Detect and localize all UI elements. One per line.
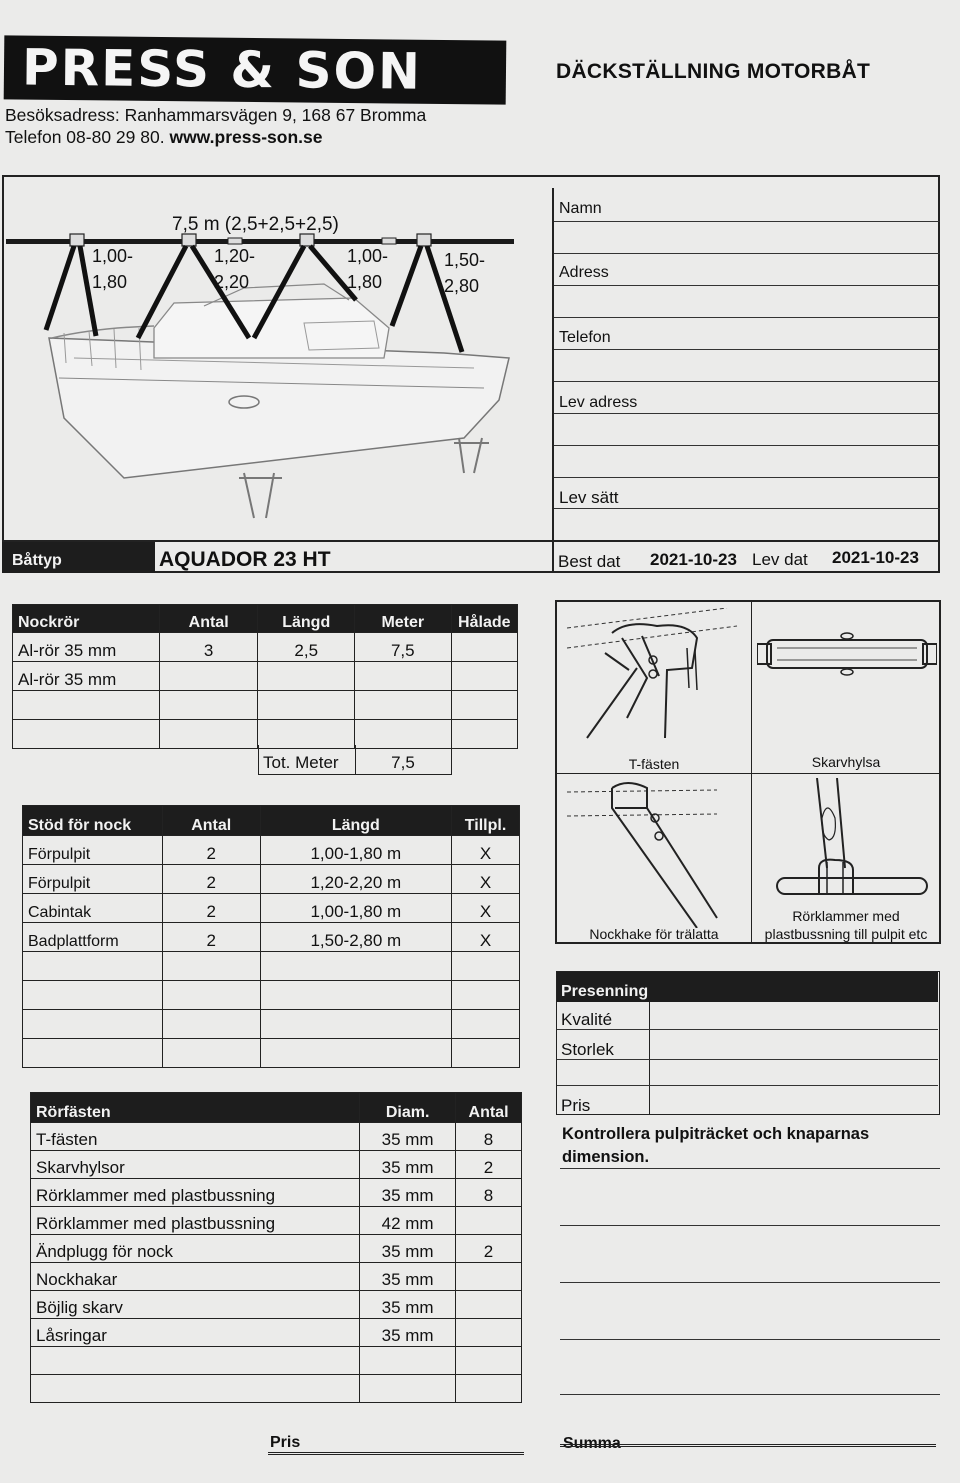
presenning-box [556, 971, 940, 1115]
table-row [23, 981, 520, 1010]
table-cell: 42 mm [360, 1207, 456, 1235]
table-cell: Förpulpit [23, 865, 163, 894]
field-adress: Adress [559, 264, 609, 281]
table-row [31, 1235, 522, 1263]
table-cell: X [452, 923, 520, 952]
lev-dat-value: 2021-10-23 [832, 548, 919, 567]
table-cell: 35 mm [360, 1123, 456, 1151]
check-note-line-2: dimension. [562, 1148, 650, 1166]
table-row [31, 1179, 522, 1207]
halade-header: Hålade [451, 605, 517, 633]
bow-length-label: 7,5 m (2,5+2,5+2,5) [172, 214, 339, 235]
presenning-pris: Pris [561, 1096, 591, 1115]
summa-label: Summa [563, 1435, 621, 1452]
table-cell: Rörklammer med plastbussning [31, 1207, 360, 1235]
support-label-3a: 1,00- [347, 246, 389, 266]
field-telefon: Telefon [559, 329, 611, 346]
lev-dat-label: Lev dat [752, 550, 808, 569]
table-cell [451, 633, 517, 662]
table-cell: Skarvhylsor [31, 1151, 360, 1179]
rorklammer-caption-1: Rörklammer med [792, 908, 900, 924]
note-line[interactable] [560, 1168, 940, 1169]
nockhake-caption: Nockhake för trälatta [589, 926, 719, 942]
table-cell [451, 662, 517, 691]
support-label-2b: 2,20 [214, 272, 250, 292]
support-label-4b: 2,80 [444, 276, 480, 296]
table-row [13, 633, 518, 662]
pris-label: Pris [270, 1434, 301, 1451]
table-cell: Al-rör 35 mm [13, 633, 160, 662]
table-cell: Låsringar [31, 1319, 360, 1347]
skarvhylsa-caption: Skarvhylsa [811, 754, 881, 770]
check-note [562, 1123, 869, 1169]
table-cell: Förpulpit [23, 836, 163, 865]
note-line[interactable] [560, 1225, 940, 1226]
meter-header: Meter [355, 605, 452, 633]
table-cell: 35 mm [360, 1263, 456, 1291]
boat-type-value: AQUADOR 23 HT [159, 548, 331, 571]
summa-line[interactable] [560, 1444, 936, 1447]
table-cell: 35 mm [360, 1291, 456, 1319]
table-cell: Rörklammer med plastbussning [31, 1179, 360, 1207]
parts-illustrations [555, 600, 941, 944]
table-cell: 1,50-2,80 m [260, 923, 451, 952]
table-cell: 2 [162, 836, 260, 865]
table-row [31, 1291, 522, 1319]
table-cell [355, 662, 452, 691]
support-label-3b: 1,80 [347, 272, 383, 292]
t-fasten-icon [567, 608, 747, 748]
table-cell: 8 [456, 1123, 522, 1151]
table-cell: X [452, 894, 520, 923]
lev-satt-input-line[interactable] [554, 508, 940, 509]
table-cell [456, 1263, 522, 1291]
lev-adress-input-line[interactable] [554, 445, 940, 446]
table-row [13, 662, 518, 691]
table-cell [456, 1207, 522, 1235]
support-label-1b: 1,80 [92, 272, 128, 292]
table-row [31, 1123, 522, 1151]
rorfasten-table [30, 1092, 522, 1403]
namn-input-line[interactable] [554, 253, 940, 254]
table-cell: 35 mm [360, 1179, 456, 1207]
rorfasten-header: Rörfästen [31, 1093, 360, 1123]
total-meter-label: Tot. Meter [263, 753, 339, 772]
note-line[interactable] [560, 1282, 940, 1283]
table-row [23, 1039, 520, 1068]
phone-number: Telefon 08-80 29 80. [5, 127, 165, 147]
antal-header: Antal [159, 605, 258, 633]
table-cell: 3 [159, 633, 258, 662]
table-row [31, 1319, 522, 1347]
pris-line[interactable] [268, 1452, 524, 1455]
table-cell: X [452, 865, 520, 894]
table-cell [159, 662, 258, 691]
document-title: DÄCKSTÄLLNING MOTORBÅT [556, 60, 871, 83]
rorklammer-icon [757, 778, 937, 908]
stod-table [22, 805, 520, 1068]
table-row [31, 1375, 522, 1403]
rorklammer-caption-2: plastbussning till pulpit etc [764, 926, 928, 942]
presenning-kvalite: Kvalité [561, 1010, 613, 1029]
adress-input-line[interactable] [554, 317, 940, 318]
presenning-header: Presenning [557, 972, 938, 1002]
boat-type-row [2, 540, 940, 573]
field-namn: Namn [559, 200, 602, 217]
boat-type-label: Båttyp [2, 542, 155, 573]
table-cell [456, 1291, 522, 1319]
rorfasten-antal-header: Antal [456, 1093, 522, 1123]
table-cell: Nockhakar [31, 1263, 360, 1291]
table-cell: 2 [162, 894, 260, 923]
telefon-input-line[interactable] [554, 381, 940, 382]
company-address-block [5, 104, 426, 148]
table-cell: 2 [162, 923, 260, 952]
table-row [23, 865, 520, 894]
table-cell: 8 [456, 1179, 522, 1207]
table-cell: 1,00-1,80 m [260, 894, 451, 923]
table-row [31, 1263, 522, 1291]
nockror-header: Nockrör [13, 605, 160, 633]
check-note-line-1: Kontrollera pulpiträcket och knaparnas [562, 1125, 870, 1143]
tillpl-header: Tillpl. [452, 806, 520, 836]
stod-antal-header: Antal [162, 806, 260, 836]
table-cell [456, 1319, 522, 1347]
best-dat-value: 2021-10-23 [650, 550, 737, 569]
table-cell: Ändplugg för nock [31, 1235, 360, 1263]
table-cell: 2 [456, 1151, 522, 1179]
table-cell: 1,20-2,20 m [260, 865, 451, 894]
table-row [23, 952, 520, 981]
table-row [23, 836, 520, 865]
nockhake-icon [567, 778, 747, 928]
table-cell: 35 mm [360, 1151, 456, 1179]
contact-line [5, 126, 426, 148]
support-label-4a: 1,50- [444, 250, 486, 270]
table-cell: Badplattform [23, 923, 163, 952]
table-cell: X [452, 836, 520, 865]
table-cell: 2 [162, 865, 260, 894]
t-fasten-caption: T-fästen [628, 756, 680, 772]
table-cell: 7,5 [355, 633, 452, 662]
table-row [31, 1347, 522, 1375]
table-cell: T-fästen [31, 1123, 360, 1151]
table-row [13, 691, 518, 720]
skarvhylsa-icon [757, 622, 937, 692]
table-row [23, 1010, 520, 1039]
diam-header: Diam. [360, 1093, 456, 1123]
table-row [31, 1207, 522, 1235]
table-cell: 2 [456, 1235, 522, 1263]
table-cell: Böjlig skarv [31, 1291, 360, 1319]
nockror-table [12, 604, 518, 749]
note-line[interactable] [560, 1339, 940, 1340]
company-logo: PRESS & SON [4, 35, 507, 104]
customer-info [552, 188, 938, 540]
stod-langd-header: Längd [260, 806, 451, 836]
support-label-2a: 1,20- [214, 246, 256, 266]
table-cell: 35 mm [360, 1319, 456, 1347]
field-lev-satt: Lev sätt [559, 488, 619, 507]
table-cell: 2,5 [258, 633, 355, 662]
total-meter-row [258, 745, 452, 775]
table-row [23, 894, 520, 923]
table-cell: Cabintak [23, 894, 163, 923]
field-lev-adress: Lev adress [559, 394, 638, 411]
table-cell: Al-rör 35 mm [13, 662, 160, 691]
website-link[interactable]: www.press-son.se [169, 127, 323, 147]
table-cell: 35 mm [360, 1235, 456, 1263]
best-dat-label: Best dat [558, 552, 621, 571]
table-cell [258, 662, 355, 691]
stod-header: Stöd för nock [23, 806, 163, 836]
presenning-storlek: Storlek [561, 1040, 614, 1059]
langd-header: Längd [258, 605, 355, 633]
boat-diagram [4, 188, 552, 528]
total-meter-value: 7,5 [391, 753, 415, 772]
table-cell: 1,00-1,80 m [260, 836, 451, 865]
note-line[interactable] [560, 1394, 940, 1395]
table-row [23, 923, 520, 952]
support-label-1a: 1,00- [92, 246, 134, 266]
table-row [31, 1151, 522, 1179]
visiting-address: Besöksadress: Ranhammarsvägen 9, 168 67 Bromma [5, 105, 427, 125]
